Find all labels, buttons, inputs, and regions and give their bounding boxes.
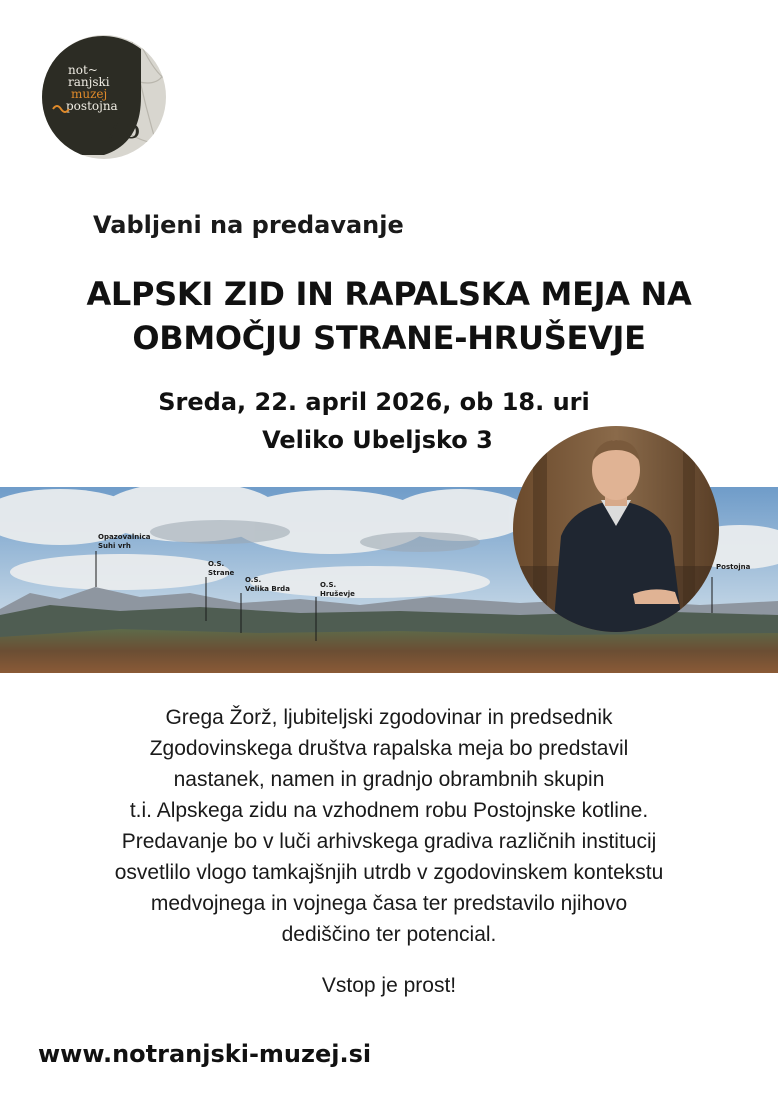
description-line: Zgodovinskega društva rapalska meja bo predstavil: [149, 737, 629, 760]
label-os-velika-brda-2: Velika Brda: [245, 585, 290, 593]
label-os-hrusevje-1: O.S.: [320, 581, 337, 589]
lecture-description: [60, 702, 718, 950]
description-line: t.i. Alpskega zidu na vzhodnem robu Postojnske kotline.: [129, 799, 649, 822]
label-opazovalnica: Opazovalnica: [98, 533, 151, 541]
event-venue: Veliko Ubeljsko 3: [262, 426, 493, 454]
invite-heading: Vabljeni na predavanje: [93, 211, 404, 239]
label-os-velika-brda-1: O.S.: [245, 576, 262, 584]
label-postojna: Postojna: [716, 563, 751, 571]
speaker-portrait: [513, 426, 719, 632]
logo-anniversary: 75: [103, 111, 142, 146]
description-line: dediščino ter potencial.: [281, 923, 497, 946]
logo-text-2: ranjski: [68, 75, 110, 89]
description-line: Predavanje bo v luči arhivskega gradiva različnih institucij: [121, 830, 657, 853]
museum-logo: [41, 35, 167, 159]
title-line-1: ALPSKI ZID IN RAPALSKA MEJA NA: [86, 275, 692, 313]
event-date: Sreda, 22. april 2026, ob 18. uri: [158, 388, 590, 416]
logo-text-1: not~: [68, 63, 98, 77]
website-link[interactable]: www.notranjski-muzej.si: [38, 1040, 372, 1068]
label-suhi-vrh: Suhi vrh: [98, 542, 131, 550]
label-os-strane-2: Strane: [208, 569, 235, 577]
free-entry-note: Vstop je prost!: [321, 974, 457, 997]
lecture-title: [0, 272, 778, 360]
description-line: osvetlilo vlogo tamkajšnjih utrdb v zgodovinskem kontekstu: [114, 861, 664, 884]
label-os-strane-1: O.S.: [208, 560, 225, 568]
description-line: nastanek, namen in gradnjo obrambnih skupin: [173, 768, 605, 791]
logo-text-4: postojna: [66, 99, 118, 113]
description-line: medvojnega in vojnega časa ter predstavilo njihovo: [150, 892, 628, 915]
title-line-2: OBMOČJU STRANE-HRUŠEVJE: [132, 319, 646, 357]
logo-text-3: muzej: [71, 87, 108, 101]
description-line: Grega Žorž, ljubiteljski zgodovinar in predsednik: [165, 706, 613, 729]
label-os-hrusevje-2: Hruševje: [320, 590, 355, 598]
